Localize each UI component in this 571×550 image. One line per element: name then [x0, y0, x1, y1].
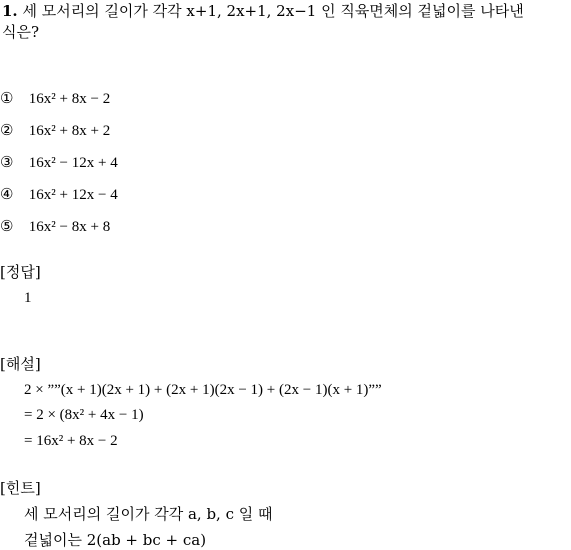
option-3-expression: 16x² − 12x + 4 [28, 155, 118, 171]
option-2[interactable] [0, 120, 110, 141]
option-5-expression: 16x² − 8x + 8 [28, 219, 111, 235]
explanation-line-1: 2 × ””(x + 1)(2x + 1) + (2x + 1)(2x − 1) + (2x − 1)(x + 1)”” [24, 382, 382, 398]
hint-label: [힌트] [0, 479, 41, 497]
option-4-expression: 16x² + 12x − 4 [28, 187, 118, 203]
explanation-line-2: = 2 × (8x² + 4x − 1) [24, 407, 144, 423]
option-1[interactable] [0, 88, 110, 109]
answer-label: [정답] [0, 263, 41, 281]
answer-value: 1 [24, 290, 32, 306]
option-2-marker: ② [0, 121, 14, 139]
hint-line-2: 겉넓이는 2(ab + bc + ca) [24, 531, 207, 549]
option-1-expression: 16x² + 8x − 2 [28, 91, 111, 107]
option-5[interactable] [0, 216, 110, 237]
question-line-1 [2, 1, 524, 21]
option-2-expression: 16x² + 8x + 2 [28, 123, 111, 139]
option-5-marker: ⑤ [0, 217, 14, 235]
hint-line-1: 세 모서리의 길이가 각각 a, b, c 일 때 [24, 505, 273, 523]
option-4[interactable] [0, 184, 118, 205]
question-text-line-1: 세 모서리의 길이가 각각 x+1, 2x+1, 2x−1 인 직육면체의 겉넓이를 나타낸 [22, 2, 524, 20]
explanation-label: [해설] [0, 355, 41, 373]
question-text-line-2: 식은? [2, 23, 40, 41]
question-number: 1. [2, 2, 18, 20]
explanation-line-3: = 16x² + 8x − 2 [24, 433, 118, 449]
option-4-marker: ④ [0, 185, 14, 203]
option-1-marker: ① [0, 89, 14, 107]
option-3[interactable] [0, 152, 118, 173]
option-3-marker: ③ [0, 153, 14, 171]
